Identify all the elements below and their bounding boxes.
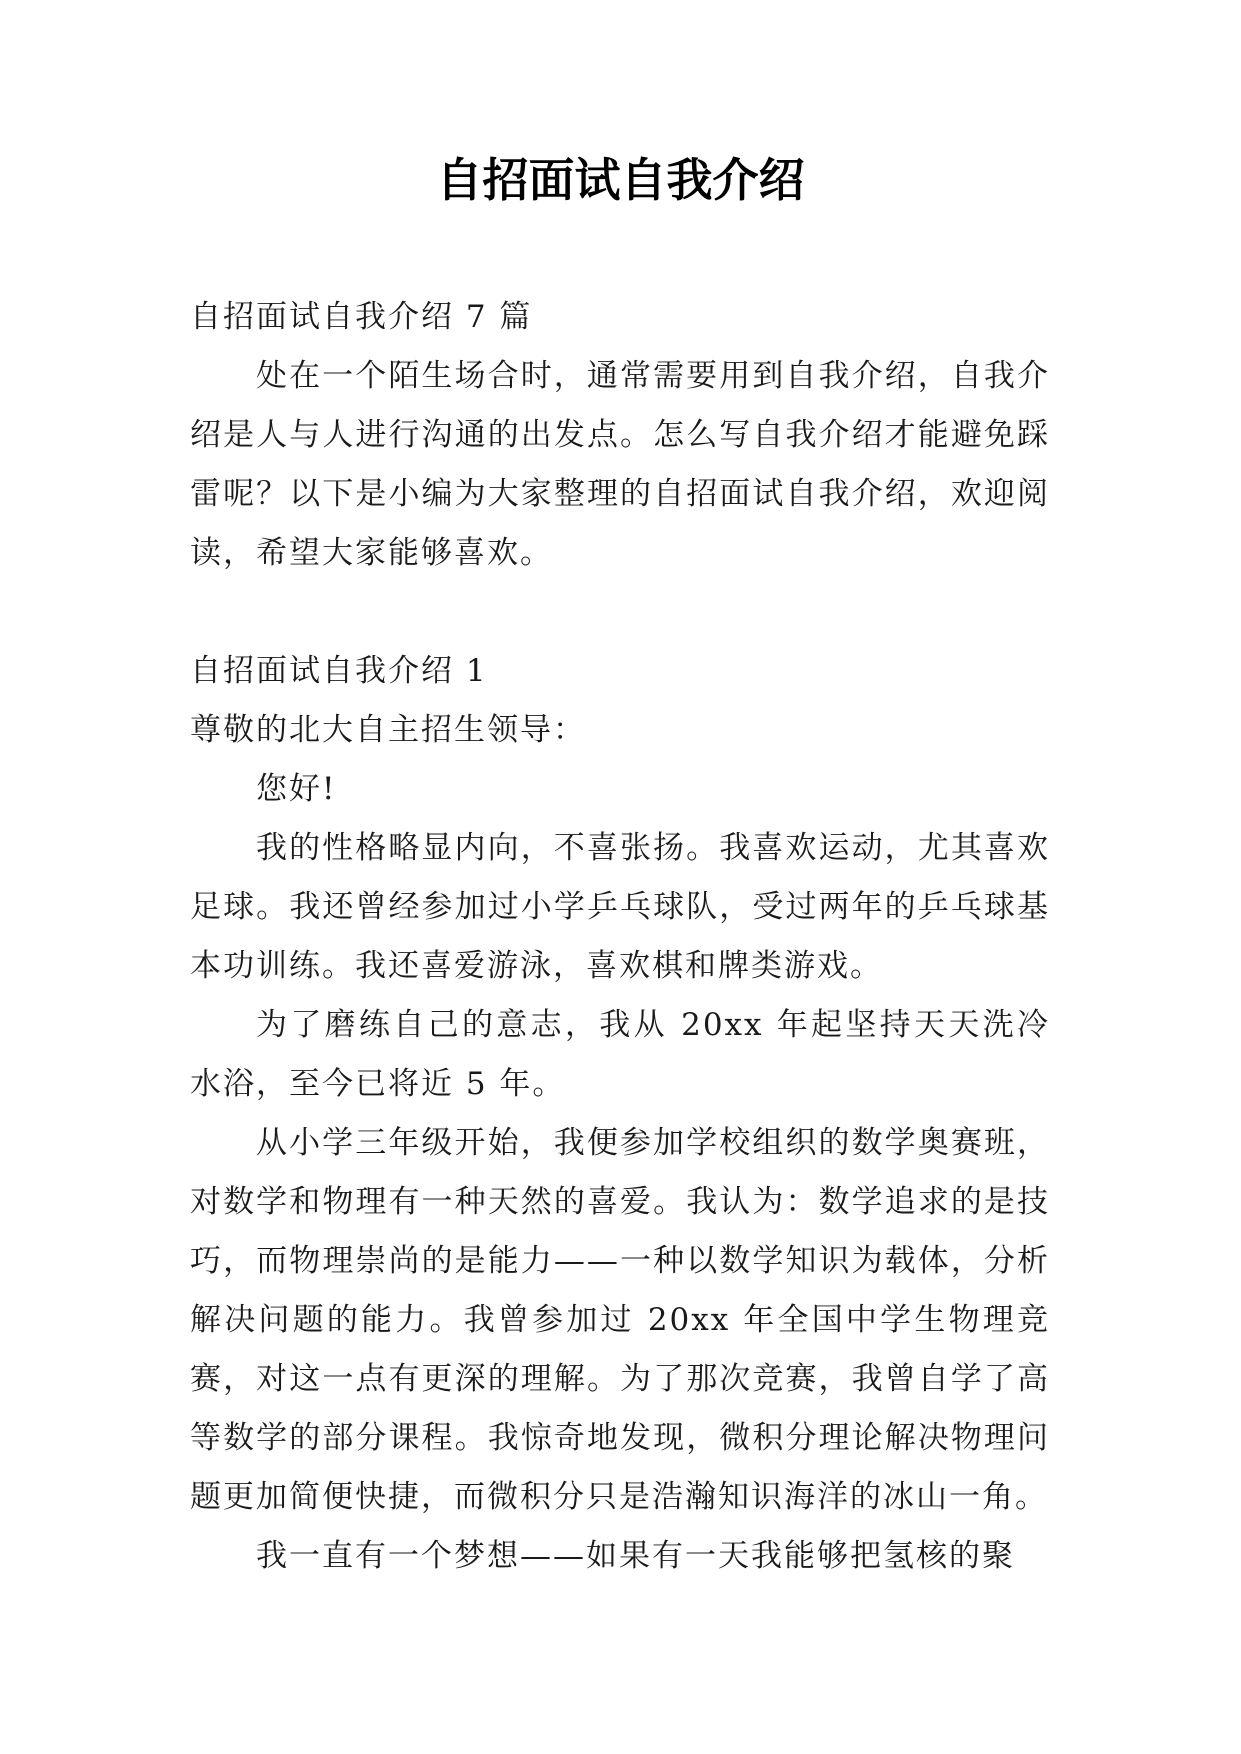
section-heading: 自招面试自我介绍 1 [190, 653, 488, 689]
document-title: 自招面试自我介绍 [436, 153, 805, 207]
body-paragraph: 为了磨练自己的意志，我从 20xx 年起坚持天天洗冷水浴，至今已将近 5 年。 [190, 1007, 1050, 1102]
blank-line [190, 583, 1050, 642]
salutation: 尊敬的北大自主招生领导： [190, 712, 586, 748]
intro-paragraph: 处在一个陌生场合时，通常需要用到自我介绍，自我介绍是人与人进行沟通的出发点。怎么写自我介绍才能避免踩雷呢？以下是小编为大家整理的自招面试自我介绍，欢迎阅读，希望大家能够喜欢。 [190, 358, 1050, 571]
document-body [190, 288, 1050, 1586]
body-paragraph: 我一直有一个梦想——如果有一天我能够把氢核的聚 [256, 1538, 1015, 1574]
section-heading: 自招面试自我介绍 7 篇 [190, 299, 533, 335]
body-paragraph: 我的性格略显内向，不喜张扬。我喜欢运动，尤其喜欢足球。我还曾经参加过小学乒乓球队，受过两年的乒乓球基本功训练。我还喜爱游泳，喜欢棋和牌类游戏。 [190, 830, 1050, 984]
body-paragraph: 从小学三年级开始，我便参加学校组织的数学奥赛班，对数学和物理有一种天然的喜爱。我认为：数学追求的是技巧，而物理崇尚的是能力——一种以数学知识为载体，分析解决问题的能力。我曾参加过 20xx 年全国中学生物理竞赛，对这一点有更深的理解。为了那次竞赛，我曾自学了高等数学的部分课程。我惊奇地发现，微积分理论解决物理问题更加简便快捷，而微积分只是浩瀚知识海洋的冰山一角。 [190, 1125, 1050, 1515]
greeting: 您好! [256, 771, 337, 807]
